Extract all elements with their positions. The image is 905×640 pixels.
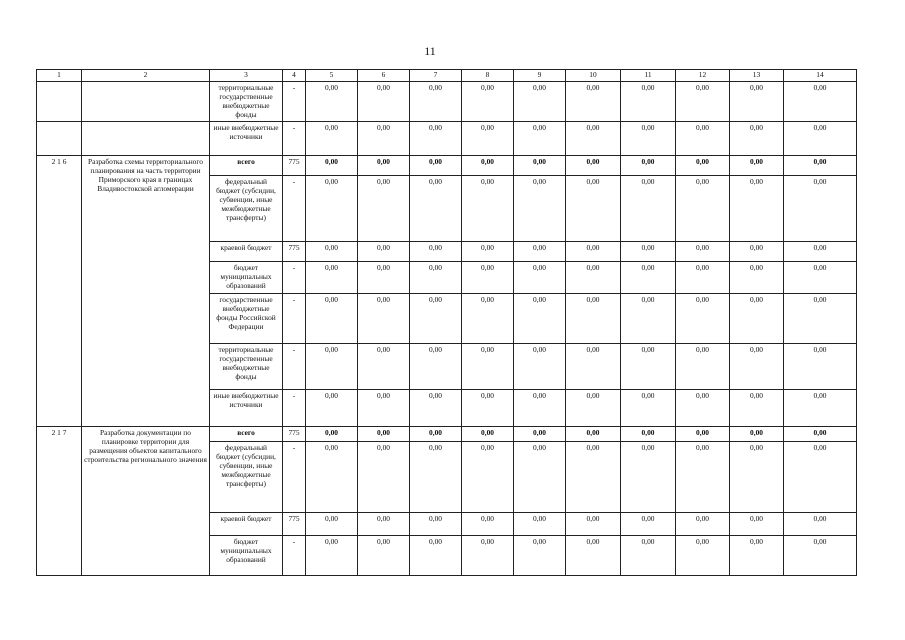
amount-cell: 0,00 — [358, 156, 410, 176]
amount-cell: 0,00 — [730, 242, 784, 262]
amount-cell: 0,00 — [410, 427, 462, 442]
amount-cell: 0,00 — [514, 513, 566, 536]
code-value-cell: - — [283, 294, 306, 344]
column-header-8: 8 — [462, 70, 514, 82]
amount-cell: 0,00 — [676, 442, 730, 513]
amount-cell: 0,00 — [462, 262, 514, 294]
empty-cell — [37, 81, 82, 122]
column-header-9: 9 — [514, 70, 566, 82]
amount-cell: 0,00 — [566, 294, 621, 344]
amount-cell: 0,00 — [462, 176, 514, 242]
table-row — [37, 81, 857, 122]
amount-cell: 0,00 — [676, 536, 730, 576]
amount-cell: 0,00 — [358, 427, 410, 442]
funding-source-cell: федеральный бюджет (субсидии, субвенции, иные межбюджетные трансферты) — [210, 442, 283, 513]
amount-cell: 0,00 — [676, 176, 730, 242]
funding-source-cell: государственные внебюджетные фонды Российской Федерации — [210, 294, 283, 344]
amount-cell: 0,00 — [514, 262, 566, 294]
amount-cell: 0,00 — [676, 513, 730, 536]
amount-cell: 0,00 — [730, 294, 784, 344]
amount-cell: 0,00 — [784, 81, 857, 122]
amount-cell: 0,00 — [621, 156, 676, 176]
code-value-cell: - — [283, 344, 306, 390]
amount-cell: 0,00 — [306, 242, 358, 262]
amount-cell: 0,00 — [730, 344, 784, 390]
amount-cell: 0,00 — [730, 513, 784, 536]
amount-cell: 0,00 — [358, 536, 410, 576]
amount-cell: 0,00 — [730, 156, 784, 176]
amount-cell: 0,00 — [514, 122, 566, 156]
item-name-cell: Разработка документации по планировке территории для размещения объектов капитального строительства регионального значения — [82, 427, 210, 576]
funding-source-cell: всего — [210, 156, 283, 176]
amount-cell: 0,00 — [358, 513, 410, 536]
amount-cell: 0,00 — [784, 176, 857, 242]
amount-cell: 0,00 — [784, 242, 857, 262]
amount-cell: 0,00 — [410, 81, 462, 122]
amount-cell: 0,00 — [410, 390, 462, 427]
amount-cell: 0,00 — [676, 262, 730, 294]
amount-cell: 0,00 — [566, 536, 621, 576]
column-header-3: 3 — [210, 70, 283, 82]
amount-cell: 0,00 — [306, 536, 358, 576]
amount-cell: 0,00 — [306, 81, 358, 122]
amount-cell: 0,00 — [410, 156, 462, 176]
code-value-cell: - — [283, 262, 306, 294]
amount-cell: 0,00 — [410, 442, 462, 513]
amount-cell: 0,00 — [784, 513, 857, 536]
amount-cell: 0,00 — [462, 513, 514, 536]
funding-source-cell: бюджет муниципальных образований — [210, 536, 283, 576]
amount-cell: 0,00 — [621, 81, 676, 122]
amount-cell: 0,00 — [410, 122, 462, 156]
amount-cell: 0,00 — [566, 513, 621, 536]
column-header-10: 10 — [566, 70, 621, 82]
amount-cell: 0,00 — [730, 176, 784, 242]
amount-cell: 0,00 — [621, 513, 676, 536]
amount-cell: 0,00 — [514, 81, 566, 122]
amount-cell: 0,00 — [514, 536, 566, 576]
amount-cell: 0,00 — [462, 390, 514, 427]
amount-cell: 0,00 — [306, 427, 358, 442]
amount-cell: 0,00 — [676, 81, 730, 122]
amount-cell: 0,00 — [621, 122, 676, 156]
code-value-cell: - — [283, 122, 306, 156]
amount-cell: 0,00 — [306, 513, 358, 536]
column-header-11: 11 — [621, 70, 676, 82]
amount-cell: 0,00 — [410, 536, 462, 576]
header-row — [37, 70, 857, 82]
column-header-6: 6 — [358, 70, 410, 82]
amount-cell: 0,00 — [784, 390, 857, 427]
amount-cell: 0,00 — [462, 81, 514, 122]
amount-cell: 0,00 — [784, 536, 857, 576]
amount-cell: 0,00 — [514, 294, 566, 344]
amount-cell: 0,00 — [566, 122, 621, 156]
amount-cell: 0,00 — [514, 390, 566, 427]
amount-cell: 0,00 — [621, 344, 676, 390]
amount-cell: 0,00 — [358, 344, 410, 390]
amount-cell: 0,00 — [566, 262, 621, 294]
amount-cell: 0,00 — [676, 390, 730, 427]
column-header-4: 4 — [283, 70, 306, 82]
amount-cell: 0,00 — [410, 242, 462, 262]
amount-cell: 0,00 — [462, 156, 514, 176]
funding-source-cell: территориальные государственные внебюджетные фонды — [210, 81, 283, 122]
amount-cell: 0,00 — [784, 442, 857, 513]
column-header-7: 7 — [410, 70, 462, 82]
amount-cell: 0,00 — [730, 427, 784, 442]
funding-source-cell: краевой бюджет — [210, 513, 283, 536]
amount-cell: 0,00 — [514, 156, 566, 176]
amount-cell: 0,00 — [784, 156, 857, 176]
amount-cell: 0,00 — [784, 262, 857, 294]
amount-cell: 0,00 — [566, 242, 621, 262]
amount-cell: 0,00 — [621, 536, 676, 576]
amount-cell: 0,00 — [676, 156, 730, 176]
amount-cell: 0,00 — [410, 176, 462, 242]
amount-cell: 0,00 — [410, 513, 462, 536]
amount-cell: 0,00 — [306, 442, 358, 513]
column-header-2: 2 — [82, 70, 210, 82]
amount-cell: 0,00 — [730, 442, 784, 513]
amount-cell: 0,00 — [358, 242, 410, 262]
code-value-cell: - — [283, 442, 306, 513]
amount-cell: 0,00 — [462, 442, 514, 513]
amount-cell: 0,00 — [358, 81, 410, 122]
code-value-cell: 775 — [283, 427, 306, 442]
amount-cell: 0,00 — [621, 427, 676, 442]
code-value-cell: - — [283, 176, 306, 242]
item-name-cell: Разработка схемы территориального планирования на часть территории Приморского края в границах Владивостокской агломерации — [82, 156, 210, 427]
amount-cell: 0,00 — [462, 344, 514, 390]
amount-cell: 0,00 — [566, 442, 621, 513]
amount-cell: 0,00 — [621, 242, 676, 262]
amount-cell: 0,00 — [358, 262, 410, 294]
table-row — [37, 122, 857, 156]
funding-source-cell: иные внебюджетные источники — [210, 122, 283, 156]
amount-cell: 0,00 — [306, 344, 358, 390]
amount-cell: 0,00 — [621, 390, 676, 427]
amount-cell: 0,00 — [566, 176, 621, 242]
column-header-1: 1 — [37, 70, 82, 82]
amount-cell: 0,00 — [784, 427, 857, 442]
amount-cell: 0,00 — [514, 344, 566, 390]
column-header-5: 5 — [306, 70, 358, 82]
funding-source-cell: иные внебюджетные источники — [210, 390, 283, 427]
amount-cell: 0,00 — [306, 156, 358, 176]
budget-table — [36, 69, 857, 576]
amount-cell: 0,00 — [358, 122, 410, 156]
amount-cell: 0,00 — [730, 81, 784, 122]
amount-cell: 0,00 — [730, 262, 784, 294]
code-value-cell: 775 — [283, 242, 306, 262]
amount-cell: 0,00 — [306, 390, 358, 427]
empty-cell — [82, 122, 210, 156]
amount-cell: 0,00 — [621, 176, 676, 242]
item-code-cell: 2 1 6 — [37, 156, 82, 427]
amount-cell: 0,00 — [621, 262, 676, 294]
column-header-14: 14 — [784, 70, 857, 82]
table-body — [37, 70, 857, 576]
amount-cell: 0,00 — [676, 427, 730, 442]
item-code-cell: 2 1 7 — [37, 427, 82, 576]
amount-cell: 0,00 — [730, 390, 784, 427]
amount-cell: 0,00 — [784, 344, 857, 390]
amount-cell: 0,00 — [462, 294, 514, 344]
code-value-cell: - — [283, 81, 306, 122]
amount-cell: 0,00 — [358, 294, 410, 344]
amount-cell: 0,00 — [566, 156, 621, 176]
amount-cell: 0,00 — [566, 427, 621, 442]
amount-cell: 0,00 — [306, 176, 358, 242]
amount-cell: 0,00 — [514, 242, 566, 262]
amount-cell: 0,00 — [676, 122, 730, 156]
funding-source-cell: краевой бюджет — [210, 242, 283, 262]
amount-cell: 0,00 — [730, 536, 784, 576]
amount-cell: 0,00 — [514, 442, 566, 513]
amount-cell: 0,00 — [676, 294, 730, 344]
amount-cell: 0,00 — [621, 294, 676, 344]
amount-cell: 0,00 — [306, 122, 358, 156]
amount-cell: 0,00 — [358, 176, 410, 242]
amount-cell: 0,00 — [784, 122, 857, 156]
amount-cell: 0,00 — [514, 427, 566, 442]
amount-cell: 0,00 — [730, 122, 784, 156]
amount-cell: 0,00 — [410, 344, 462, 390]
funding-source-cell: федеральный бюджет (субсидии, субвенции, иные межбюджетные трансферты) — [210, 176, 283, 242]
amount-cell: 0,00 — [358, 390, 410, 427]
empty-cell — [37, 122, 82, 156]
column-header-13: 13 — [730, 70, 784, 82]
amount-cell: 0,00 — [306, 294, 358, 344]
code-value-cell: - — [283, 536, 306, 576]
empty-cell — [82, 81, 210, 122]
amount-cell: 0,00 — [566, 81, 621, 122]
amount-cell: 0,00 — [410, 262, 462, 294]
column-header-12: 12 — [676, 70, 730, 82]
amount-cell: 0,00 — [514, 176, 566, 242]
amount-cell: 0,00 — [462, 122, 514, 156]
amount-cell: 0,00 — [358, 442, 410, 513]
funding-source-cell: территориальные государственные внебюджетные фонды — [210, 344, 283, 390]
table-row — [37, 427, 857, 442]
page-number: 11 — [424, 44, 436, 58]
funding-source-cell: всего — [210, 427, 283, 442]
amount-cell: 0,00 — [462, 427, 514, 442]
code-value-cell: 775 — [283, 156, 306, 176]
code-value-cell: 775 — [283, 513, 306, 536]
amount-cell: 0,00 — [784, 294, 857, 344]
amount-cell: 0,00 — [676, 344, 730, 390]
amount-cell: 0,00 — [410, 294, 462, 344]
amount-cell: 0,00 — [676, 242, 730, 262]
code-value-cell: - — [283, 390, 306, 427]
amount-cell: 0,00 — [462, 536, 514, 576]
amount-cell: 0,00 — [566, 390, 621, 427]
funding-source-cell: бюджет муниципальных образований — [210, 262, 283, 294]
amount-cell: 0,00 — [462, 242, 514, 262]
amount-cell: 0,00 — [306, 262, 358, 294]
amount-cell: 0,00 — [566, 344, 621, 390]
amount-cell: 0,00 — [621, 442, 676, 513]
table-row — [37, 156, 857, 176]
